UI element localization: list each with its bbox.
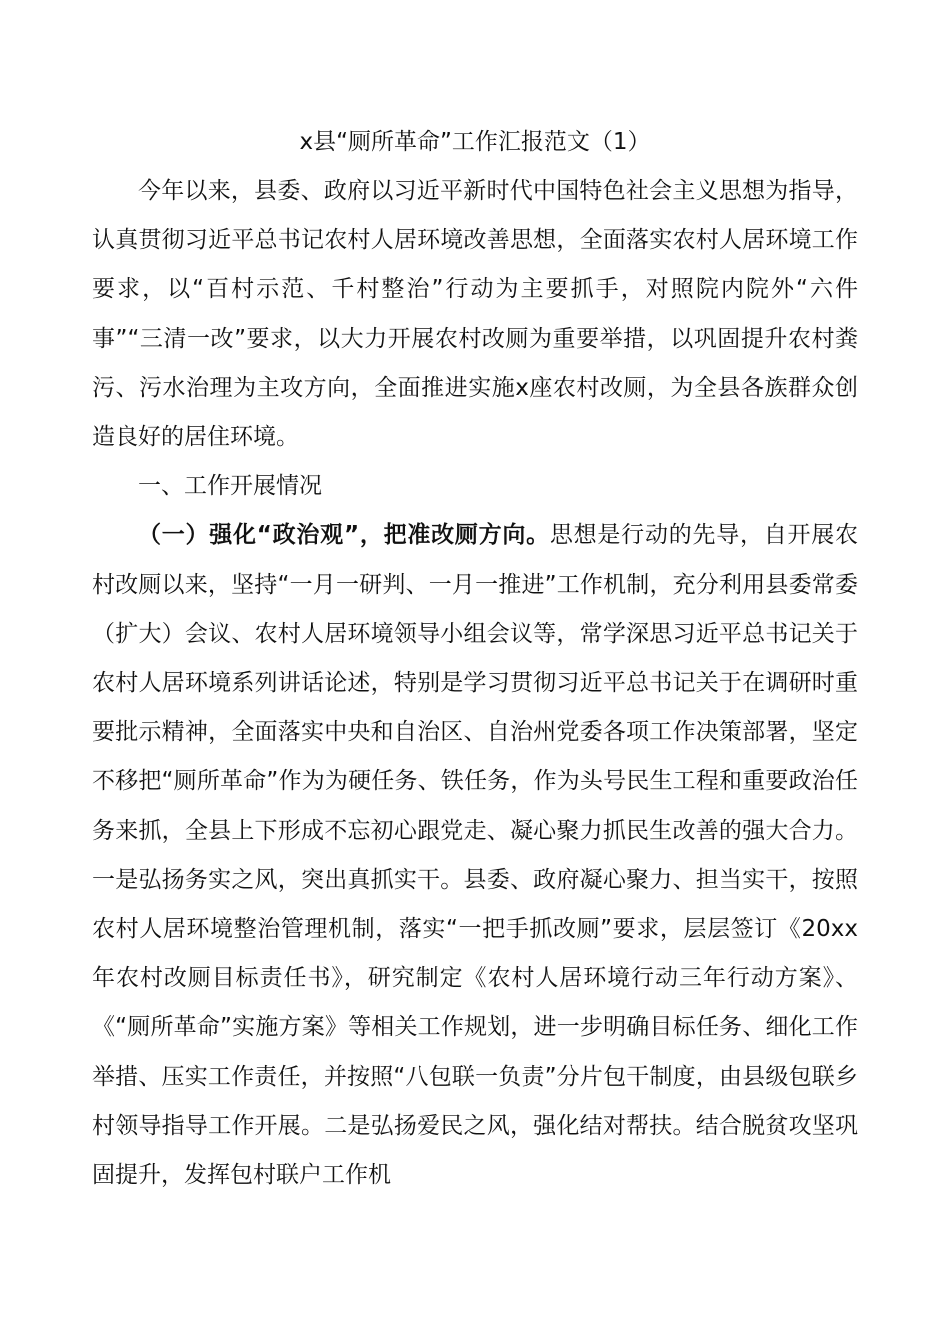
document-title: x县“厕所革命”工作汇报范文（1） xyxy=(299,129,651,155)
subsection-paragraph xyxy=(92,511,858,1200)
section-heading: 一、工作开展情况 xyxy=(138,473,322,500)
subsection-body: 思想是行动的先导，自开展农村改厕以来，坚持“一月一研判、一月一推进”工作机制，充分利用县委常委（扩大）会议、农村人居环境领导小组会议等，常学深思习近平总书记关于农村人居环境系列讲话论述，特别是学习贯彻习近平总书记关于在调研时重要批示精神，全面落实中央和自治区、自治州党委各项工作决策部署，坚定不移把“厕所革命”作为为硬任务、铁任务，作为头号民生工程和重要政治任务来抓，全县上下形成不忘初心跟党走、凝心聚力抓民生改善的强大合力。一是弘扬务实之风，突出真抓实干。县委、政府凝心聚力、担当实干，按照农村人居环境整治管理机制，落实“一把手抓改厕”要求，层层签订《20xx年农村改厕目标责任书》，研究制定《农村人居环境行动三年行动方案》、《“厕所革命”实施方案》等相关工作规划，进一步明确目标任务、细化工作举措、压实工作责任，并按照“八包联一负责”分片包干制度，由县级包联乡村领导指导工作开展。二是弘扬爱民之风，强化结对帮扶。结合脱贫攻坚巩固提升，发挥包村联户工作机 xyxy=(92,522,859,1189)
document-page xyxy=(92,118,858,1200)
subsection-heading: （一）强化“政治观”，把准改厕方向。 xyxy=(138,522,550,549)
intro-paragraph: 今年以来，县委、政府以习近平新时代中国特色社会主义思想为指导，认真贯彻习近平总书记农村人居环境改善思想，全面落实农村人居环境工作要求，以“百村示范、千村整治”行动为主要抓手，对照院内院外“六件事”“三清一改”要求，以大力开展农村改厕为重要举措，以巩固提升农村粪污、污水治理为主攻方向，全面推进实施x座农村改厕，为全县各族群众创造良好的居住环境。 xyxy=(92,178,858,451)
